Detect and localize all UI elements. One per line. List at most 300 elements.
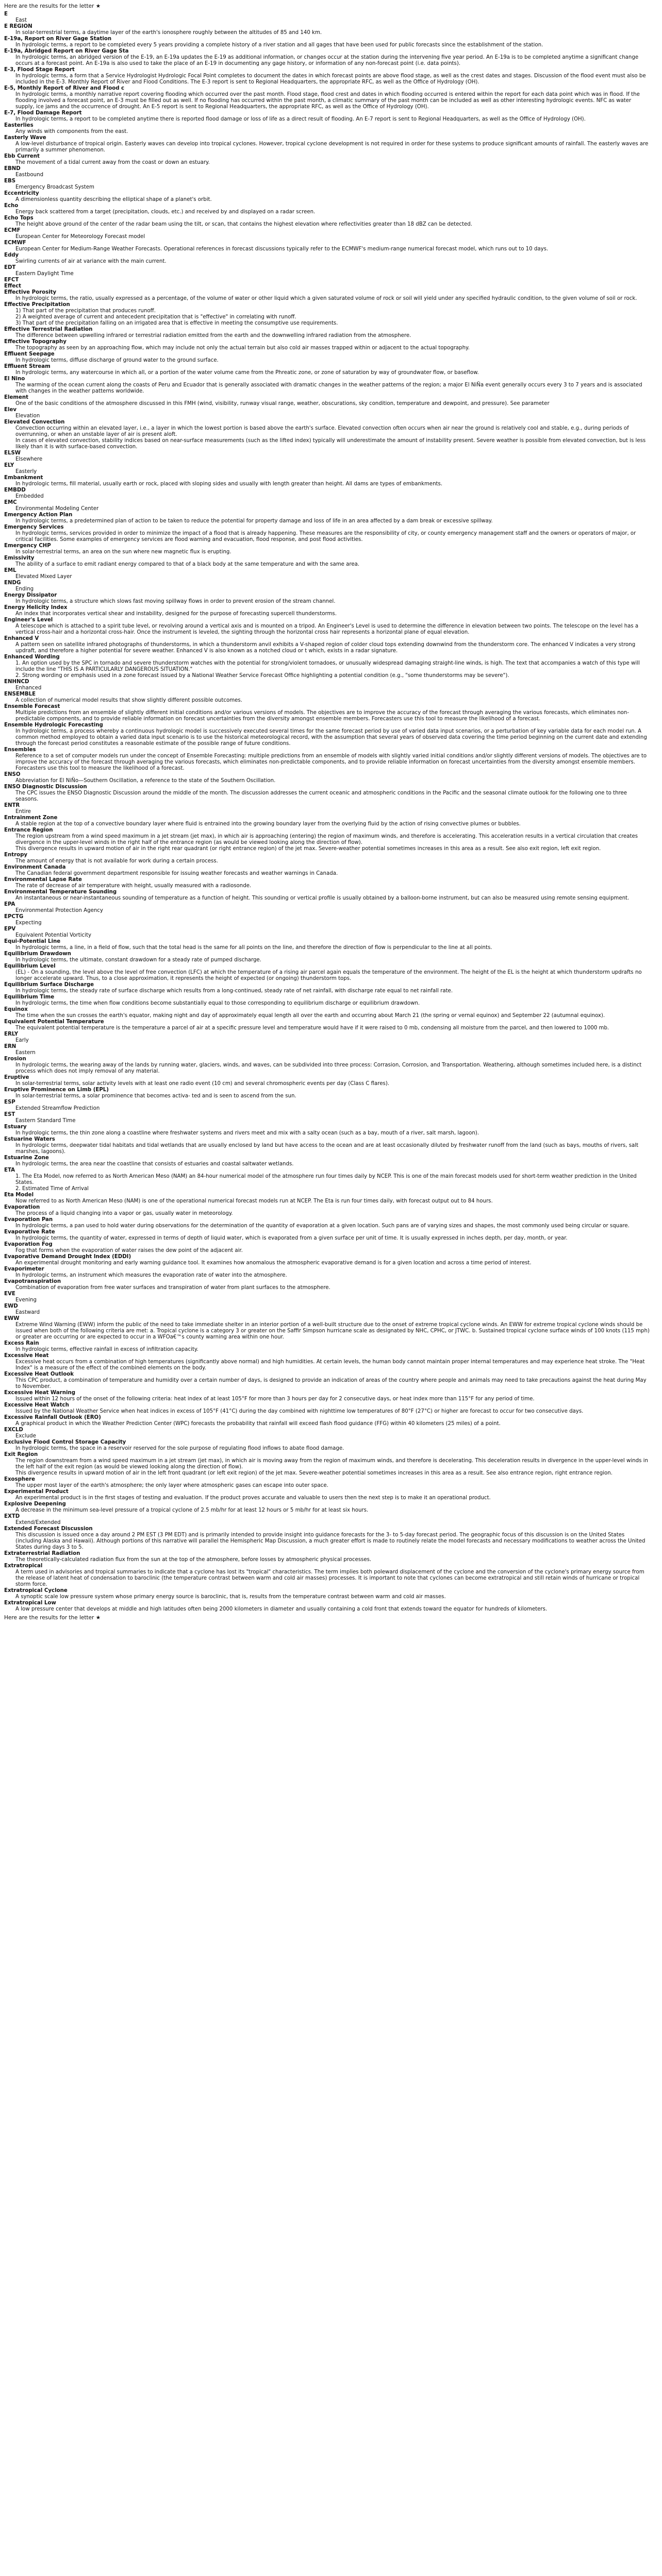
glossary-term: Eta Model — [4, 1192, 34, 1198]
glossary-term: Eccentricity — [4, 191, 39, 196]
glossary-entry — [4, 704, 650, 722]
glossary-entry — [4, 1112, 650, 1124]
glossary-entry — [4, 1316, 650, 1341]
glossary-definition: An instantaneous or near-instantaneous sounding of temperature as a function of height. This sounding or vertical profile is usually obtained by a balloon-borne instrument, but can also be measured using remote sensing equipment. — [15, 895, 630, 901]
glossary-definition: In hydrologic terms, a report to be completed every 5 years providing a complete history of a river station and all gages that have been used for public forecasts since the establishment of the station. — [15, 42, 543, 48]
glossary-entry — [4, 926, 650, 939]
glossary-term: Ensembles — [4, 747, 36, 753]
glossary-term: Excessive Heat — [4, 1353, 49, 1359]
glossary-term: EPV — [4, 926, 16, 932]
glossary-term: EPA — [4, 902, 15, 907]
glossary-entry — [4, 1266, 650, 1279]
glossary-definition: Multiple predictions from an ensemble of slightly different initial conditions and/or various versions of models. The objectives are to improve the accuracy of the forecast through averaging the various forecasts, which eliminates non-predictable components, and to provide reliable information on forecast uncertainties from the diversity amongst ensemble members. Forecasters use this tool to measure the likelihood of a forecast. — [15, 710, 630, 722]
glossary-entry — [4, 283, 650, 290]
glossary-entry — [4, 865, 650, 877]
glossary-entry — [4, 1075, 650, 1087]
glossary-entry — [4, 691, 650, 704]
glossary-term: Environmental Temperature Sounding — [4, 889, 117, 895]
glossary-entry — [4, 500, 650, 512]
glossary-definition: In solar-terrestrial terms, an area on the sun where new magnetic flux is erupting. — [15, 549, 231, 555]
glossary-definition: Swirling currents of air at variance with the main current. — [15, 259, 167, 264]
glossary-entry — [4, 1242, 650, 1254]
glossary-term: Energy Dissipator — [4, 592, 57, 598]
glossary-term: Effluent Stream — [4, 364, 51, 369]
glossary-term: Extratropical Low — [4, 1600, 56, 1606]
glossary-entry — [4, 1501, 650, 1514]
glossary-entry — [4, 265, 650, 277]
glossary-entry — [4, 36, 650, 48]
glossary-term: ELY — [4, 463, 14, 468]
glossary-term: Easterlies — [4, 123, 34, 128]
glossary-term: Experimental Product — [4, 1489, 69, 1495]
glossary-term: E-19a, Report on River Gage Station — [4, 36, 112, 42]
glossary-term: Evaporation Fog — [4, 1242, 53, 1247]
glossary-entry — [4, 1087, 650, 1099]
glossary-term: Emissivity — [4, 555, 35, 561]
glossary-term: Eruptive Prominence on Limb (EPL) — [4, 1087, 109, 1093]
glossary-definition: A dimensionless quantity describing the elliptical shape of a planet's orbit. — [15, 197, 212, 202]
glossary-definition: A telescope which is attached to a spirit tube level, or revolving around a vertical axis and is mounted on a tripod. An Engineer's Level is used to determine the difference in elevation between two points. The telescope on the level has a vertical cross-hair and a horizontal cross-hair. Once the instrument is leveled, the sighting through the horizontal cross hair represents a horizontal plane of equal elevation. — [15, 623, 639, 635]
glossary-term: Environment Canada — [4, 865, 66, 870]
glossary-entry — [4, 1402, 650, 1415]
glossary-entry — [4, 772, 650, 784]
glossary-entry — [4, 815, 650, 827]
glossary-definition: Easterly — [15, 469, 37, 474]
glossary-definition: Issued by the National Weather Service when heat indices in excess of 105°F (41°C) during the day combined with nighttime low temperatures of 80°F (27°C) or higher are forecast to occur for two consecutive days. — [15, 1409, 584, 1414]
glossary-entry — [4, 939, 650, 951]
glossary-definition: In hydrologic terms, the wearing away of the lands by running water, glaciers, winds, and waves, can be subdivided into three process: Corrasion, Corrosion, and Transportation. Weathering, although sometimes included here, is a distinct process which does not imply removal of any material. — [15, 1062, 642, 1074]
glossary-definition: Ending — [15, 586, 34, 592]
glossary-definition: This discussion is issued once a day around 2 PM EST (3 PM EDT) and is primarily intended to provide insight into guidance forecasts for the 3- to 5-day forecast period. The geographic focus of this discussion is on the United States (including Alaska and Hawaii). Although portions of this narrative will parallel the Hemispheric Map Discussion, a much greater effort is made to routinely relate the model forecasts and necessary modifications to weather across the United States during days 3 to 5. — [15, 1532, 646, 1550]
glossary-entry — [4, 877, 650, 889]
glossary-term: Equilibrium Time — [4, 994, 55, 1000]
glossary-definition: The movement of a tidal current away from the coast or down an estuary. — [15, 160, 210, 165]
glossary-definition: The difference between upwelling infrared or terrestrial radiation emitted from the earth and the downwelling infrared radiation from the atmosphere. — [15, 333, 411, 338]
glossary-definition: In hydrologic terms, the thin zone along a coastline where freshwater systems and rivers meet and mix with a salty ocean (such as a bay, mouth of a river, salt marsh, lagoon). — [15, 1130, 479, 1136]
glossary-entry — [4, 11, 650, 24]
glossary-term: E-19a, Abridged Report on River Gage Sta — [4, 48, 129, 54]
glossary-definition: Any winds with components from the east. — [15, 129, 128, 134]
glossary-definition: Emergency Broadcast System — [15, 184, 94, 190]
glossary-definition: The region upstream from a wind speed maximum in a jet stream (jet max), in which air is approaching (entering) the region of maximum winds, and therefore is accelerating. This acceleration results in a vertical circulation that creates divergence in the upper-level winds in the right half of the entrance region (as would be viewed looking along the direction of flow). — [15, 834, 638, 845]
glossary-term: Erosion — [4, 1056, 26, 1062]
results-footer: Here are the results for the letter ★ — [4, 1615, 101, 1621]
glossary-term: Equilibrium Surface Discharge — [4, 982, 94, 988]
glossary-term: EBS — [4, 178, 16, 184]
glossary-entry — [4, 803, 650, 815]
glossary-definition: This divergence results in upward motion of air in the left front quadrant (or left exit region) of the jet max. Severe-weather potential sometimes increases in this area as a result. See also entrance region, right entrance region. — [15, 1470, 613, 1476]
glossary-definition: In hydrologic terms, the space in a reservoir reserved for the sole purpose of regulating flood inflows to abate flood damage. — [15, 1446, 344, 1451]
glossary-entry — [4, 852, 650, 865]
glossary-entry — [4, 1526, 650, 1551]
glossary-entry — [4, 679, 650, 691]
glossary-term: Excessive Heat Watch — [4, 1402, 69, 1408]
glossary-definition: Combination of evaporation from free water surfaces and transpiration of water from plant surfaces to the atmosphere. — [15, 1285, 330, 1291]
glossary-term: Extratropical Cyclone — [4, 1588, 68, 1594]
glossary-definition: Elevated Mixed Layer — [15, 574, 72, 580]
glossary-term: Excess Rain — [4, 1341, 39, 1346]
glossary-entry — [4, 302, 650, 327]
glossary-entry — [4, 963, 650, 982]
glossary-definition: In hydrologic terms, a process whereby a continuous hydrologic model is successively executed several times for the same forecast period by use of varied data input scenarios, or a perturbation of key variable data for each model run. A common method employed to obtain a varied data input scenario is to use the historical meteorological record, with the assumption that several years of observed data covering the time period beginning on the current date and extending through the forecast period constitutes a reasonable estimate of the possible range of future conditions. — [15, 728, 647, 747]
glossary-definition: Expecting — [15, 920, 42, 926]
glossary-definition: In hydrologic terms, a form that a Service Hydrologist Hydrologic Focal Point completes to document the dates in which forecast points are above flood stage, as well as the crest dates and stages. Discussion of the flood event must also be included in the E-3. Monthly Report of River and Flood Conditions. The E-3 report is sent to Regional Headquarters, the appropriate RFC, as well as the Office of Hydrology (OH). — [15, 73, 646, 85]
glossary-definition: Equivalent Potential Vorticity — [15, 933, 91, 938]
glossary-entry — [4, 1439, 650, 1452]
glossary-term: Exosphere — [4, 1477, 35, 1482]
glossary-term: Emergency Services — [4, 524, 64, 530]
glossary-entry — [4, 543, 650, 555]
glossary-definition: In hydrologic terms, the time when flow conditions become substantially equal to those corresponding to equilibrium discharge or equilibrium drawdown. — [15, 1001, 420, 1006]
glossary-definition: In solar-terrestrial terms, a daytime layer of the earth's ionosphere roughly between the altitudes of 85 and 140 km. — [15, 30, 322, 36]
glossary-definition: Evening — [15, 1297, 37, 1303]
glossary-definition: The height above ground of the center of the radar beam using the tilt, or scan, that contains the highest elevation where reflectivities greater than 18 dBZ can be detected. — [15, 222, 472, 227]
glossary-term: Evaporation — [4, 1205, 40, 1210]
glossary-term: EST — [4, 1112, 15, 1117]
glossary-definition: In hydrologic terms, a report to be completed anytime there is reported flood damage or loss of life as a direct result of flooding. An E-7 report is sent to Regional Headquarters, as well as the Office of Hydrology (OH). — [15, 116, 586, 122]
glossary-definition: One of the basic conditions of the atmosphere discussed in this FMH (wind, visibility, runway visual range, weather, obscurations, sky condition, temperature and dewpoint, and pressure). See parameter — [15, 401, 550, 406]
glossary-entry — [4, 994, 650, 1007]
glossary-entry — [4, 1217, 650, 1229]
glossary-definition: An experimental product is in the first stages of testing and evaluation. If the product proves accurate and valuable to users then the next step is to make it an operational product. — [15, 1495, 491, 1501]
glossary-entry — [4, 1371, 650, 1390]
glossary-entry — [4, 86, 650, 110]
glossary-term: Echo Tops — [4, 215, 34, 221]
glossary-entry — [4, 463, 650, 475]
glossary-entry — [4, 1279, 650, 1291]
glossary-term: Estuarine Waters — [4, 1137, 55, 1142]
glossary-entry — [4, 1415, 650, 1427]
results-header: Here are the results for the letter ★ — [4, 3, 101, 9]
glossary-entry — [4, 568, 650, 580]
glossary-entry — [4, 327, 650, 339]
glossary-term: Easterly Wave — [4, 135, 46, 141]
glossary-entry — [4, 277, 650, 283]
glossary-definition: In hydrologic terms, effective rainfall in excess of infiltration capacity. — [15, 1347, 198, 1352]
glossary-definition: A synoptic scale low pressure system whose primary energy source is baroclinic, that is, results from the temperature contrast between warm and cold air masses. — [15, 1594, 446, 1600]
glossary-entry — [4, 191, 650, 203]
glossary-entry — [4, 48, 650, 67]
glossary-entry — [4, 135, 650, 154]
glossary-entry — [4, 747, 650, 772]
glossary-definition: 2. Estimated Time of Arrival — [15, 1186, 89, 1192]
glossary-entry — [4, 487, 650, 500]
glossary-term: Equivalent Potential Temperature — [4, 1019, 104, 1025]
glossary-definition: The process of a liquid changing into a vapor or gas, usually water in meteorology. — [15, 1211, 233, 1216]
glossary-term: Emergency CHP — [4, 543, 51, 549]
glossary-term: ENSO Diagnostic Discussion — [4, 784, 87, 790]
glossary-definition: 1. An option used by the SPC in tornado and severe thunderstorm watches with the potential for strong/violent tornadoes, or unusually widespread damaging straight-line winds, is high. The text that accompanies a watch of this type will include the line "THIS IS A PARTICULARLY DANGEROUS SITUATION." — [15, 660, 640, 672]
glossary-definition: In solar-terrestrial terms, a solar prominence that becomes activa- ted and is seen to ascend from the sun. — [15, 1093, 296, 1099]
glossary-term: Ensemble Forecast — [4, 704, 60, 709]
glossary-definition: (EL) - On a sounding, the level above the level of free convection (LFC) at which the temperature of a rising air parcel again equals the temperature of the environment. The height of the EL is the height at which thunderstorm updrafts no longer accelerate upward. Thus, to a close approximation, it represents the height of expected (or ongoing) thunderstorm tops. — [15, 970, 642, 981]
glossary-definition: The upper most layer of the earth's atmosphere; the only layer where atmospheric gases can escape into outer space. — [15, 1483, 328, 1488]
glossary-entry — [4, 364, 650, 376]
glossary-term: Equi-Potential Line — [4, 939, 61, 944]
glossary-entry — [4, 178, 650, 191]
glossary-term: Exit Region — [4, 1452, 38, 1458]
glossary-definition: East — [15, 18, 27, 23]
glossary-term: Entropy — [4, 852, 28, 858]
glossary-list — [4, 11, 650, 1613]
glossary-term: Ebb Current — [4, 154, 40, 159]
glossary-definition: Entire — [15, 809, 31, 815]
glossary-definition: 1. The Eta Model, now referred to as North American Meso (NAM) an 84-hour numerical model of the atmosphere run four times daily by NCEP. This is one of the main forecast models used for short-term weather prediction in the United States. — [15, 1174, 637, 1185]
glossary-definition: Eastern — [15, 1050, 36, 1056]
glossary-term: Elevated Convection — [4, 419, 65, 425]
glossary-definition: Eastward — [15, 1310, 40, 1315]
glossary-entry — [4, 1254, 650, 1266]
glossary-term: EMC — [4, 500, 17, 505]
glossary-term: EXCLD — [4, 1427, 23, 1433]
glossary-definition: Environmental Modeling Center — [15, 506, 99, 512]
glossary-entry — [4, 475, 650, 487]
glossary-term: Engineer's Level — [4, 617, 53, 623]
glossary-entry — [4, 617, 650, 636]
glossary-definition: 2) A weighted average of current and antecedent precipitation that is "effective" in correlating with runoff. — [15, 314, 296, 320]
glossary-definition: In cases of elevated convection, stability indices based on near-surface measurements (such as the lifted index) typically will underestimate the amount of instability present. Severe weather is possible from elevated convection, but is less likely than it is with surface-based convection. — [15, 438, 646, 450]
glossary-term: ENSEMBLE — [4, 691, 36, 697]
glossary-entry — [4, 580, 650, 592]
glossary-definition: Abbreviation for El NiÑo—Southern Oscillation, a reference to the state of the Southern Oscillation. — [15, 778, 276, 784]
glossary-definition: A graphical product in which the Weather Prediction Center (WPC) forecasts the probability that rainfall will exceed flash flood guidance (FFG) within 40 kilometers (25 miles) of a point. — [15, 1421, 501, 1427]
glossary-term: ENTR — [4, 803, 20, 808]
glossary-entry — [4, 902, 650, 914]
glossary-entry — [4, 889, 650, 902]
glossary-term: Estuarine Zone — [4, 1155, 49, 1161]
glossary-definition: Issued within 12 hours of the onset of the following criteria: heat index of at least 105°F for more than 3 hours per day for 2 consecutive days, or heat index more than 115°F for any period of time. — [15, 1396, 535, 1402]
glossary-term: EML — [4, 568, 16, 573]
glossary-definition: In hydrologic terms, an instrument which measures the evaporation rate of water into the atmosphere. — [15, 1273, 287, 1278]
glossary-term: Evapotranspiration — [4, 1279, 61, 1284]
glossary-definition: In hydrologic terms, a line, in a field of flow, such that the total head is the same for all points on the line, and therefore the direction of flow is perpendicular to the line at all points. — [15, 945, 492, 951]
glossary-definition: In hydrologic terms, the quantity of water, expressed in terms of depth of liquid water, which is evaporated from a given surface per unit of time. It is usually expressed in inches depth, per day, month, or year. — [15, 1235, 568, 1241]
glossary-term: EXTD — [4, 1514, 20, 1519]
glossary-entry — [4, 24, 650, 36]
glossary-entry — [4, 555, 650, 568]
glossary-term: Effective Precipitation — [4, 302, 70, 308]
glossary-definition: Extreme Wind Warning (EWW) inform the public of the need to take immediate shelter in an interior portion of a well-built structure due to the onset of extreme tropical cyclone winds. An EWW for extreme tropical cyclone winds should be issued when both of the following criteria are met: a. Tropical cyclone is a category 3 or greater on the Saffir Simpson hurricane scale as designated by NHC, CPHC, or JTWC. b. Sustained tropical cyclone surface winds of 100 knots (115 mph) or greater are occurring or are expected to occur in a WFOa€™s county warning area within one hour. — [15, 1322, 650, 1340]
glossary-term: Equinox — [4, 1007, 28, 1012]
glossary-definition: An index that incorporates vertical shear and instability, designed for the purpose of forecasting supercell thunderstorms. — [15, 611, 337, 617]
glossary-definition: In hydrologic terms, the steady rate of surface discharge which results from a long-continued, steady rate of net rainfall, with discharge rate equal to net rainfall rate. — [15, 988, 453, 994]
glossary-entry — [4, 67, 650, 86]
glossary-term: ESP — [4, 1099, 15, 1105]
glossary-term: EVE — [4, 1291, 15, 1297]
glossary-definition: In hydrologic terms, a monthly narrative report covering flooding which occurred over the past month. Flood stage, flood crest and dates in which flooding occurred is entered within the report for each data point which was in flood. If the flooding involved a forecast point, an E-3 must be filled out as well. If no flooding has occurred within the past month, a climatic summary of the past month can be included as well as other interesting hydrologic events. NFC as water supply, ice jams and the occurrence of drought. An E-5 report is sent to Regional Headquarters, the appropriate RFC, as well as the Office of Hydrology (OH). — [15, 92, 640, 110]
glossary-entry — [4, 1124, 650, 1137]
glossary-term: Energy Helicity Index — [4, 605, 68, 611]
glossary-definition: The CPC issues the ENSO Diagnostic Discussion around the middle of the month. The discussion addresses the current oceanic and atmospheric conditions in the Pacific and the seasonal climate outlook for the following one to three seasons. — [15, 790, 627, 802]
glossary-definition: In hydrologic terms, the ultimate, constant drawdown for a steady rate of pumped discharge. — [15, 957, 261, 963]
glossary-definition: The ability of a surface to emit radiant energy compared to that of a black body at the same temperature and with the same area. — [15, 562, 360, 567]
glossary-entry — [4, 592, 650, 605]
glossary-entry — [4, 1303, 650, 1316]
glossary-term: ERN — [4, 1044, 16, 1049]
glossary-entry — [4, 1600, 650, 1613]
glossary-term: Entrance Region — [4, 827, 53, 833]
glossary-term: E REGION — [4, 24, 32, 29]
glossary-entry — [4, 1031, 650, 1044]
glossary-definition: Enhanced — [15, 685, 42, 691]
glossary-definition: Excessive heat occurs from a combination of high temperatures (significantly above normal) and high humidities. At certain levels, the human body cannot maintain proper internal temperatures and may experience heat stroke. The "Heat Index" is a measure of the effect of the combined elements on the body. — [15, 1359, 645, 1371]
glossary-definition: European Center for Meteorology Forecast model — [15, 234, 145, 240]
glossary-entry — [4, 1099, 650, 1112]
glossary-term: Element — [4, 395, 29, 400]
glossary-term: Elev — [4, 407, 17, 413]
glossary-definition: The equivalent potential temperature is the temperature a parcel of air at a specific pressure level and temperature would have if it were raised to 0 mb, condensing all moisture from the parcel, and then lowered to 1000 mb. — [15, 1025, 609, 1031]
glossary-definition: 2. Strong wording or emphasis used in a zone forecast issued by a National Weather Service Forecast Office highlighting a potential condition (e.g., "some thunderstorms may be severe"). — [15, 673, 509, 679]
glossary-definition: 1) That part of the precipitation that produces runoff. — [15, 308, 156, 314]
glossary-definition: 3) That part of the precipitation falling on an irrigated area that is effective in meeting the consumptive use requirements. — [15, 320, 338, 326]
glossary-term: E-5, Monthly Report of River and Flood c — [4, 86, 125, 91]
glossary-definition: Exclude — [15, 1433, 36, 1439]
glossary-entry — [4, 1514, 650, 1526]
glossary-entry — [4, 1019, 650, 1031]
glossary-entry — [4, 215, 650, 228]
glossary-definition: In hydrologic terms, services provided in order to minimize the impact of a flood that is already happening. These measures are the responsibility of city, or county emergency management staff and the owners or operators of major, or critical facilities. Some examples of emergency services are flood warning and evacuation, flood response, and post flood activities. — [15, 531, 636, 543]
glossary-term: Excessive Heat Warning — [4, 1390, 75, 1396]
glossary-entry — [4, 827, 650, 852]
glossary-term: Eruptive — [4, 1075, 29, 1080]
glossary-entry — [4, 1588, 650, 1600]
glossary-definition: Embedded — [15, 494, 44, 499]
glossary-definition: In hydrologic terms, a structure which slows fast moving spillway flows in order to prevent erosion of the stream channel. — [15, 599, 336, 604]
glossary-term: Ensemble Hydrologic Forecasting — [4, 722, 103, 728]
glossary-term: E-3, Flood Stage Report — [4, 67, 75, 73]
glossary-entry — [4, 1341, 650, 1353]
glossary-entry — [4, 1291, 650, 1303]
glossary-term: Evaporimeter — [4, 1266, 44, 1272]
glossary-definition: The warming of the ocean current along the coasts of Peru and Ecuador that is generally associated with dramatic changes in the weather patterns of the region; a major El NiÑa event generally occurs every 3 to 7 years and is associated with changes in the weather patterns worldwide. — [15, 382, 642, 394]
glossary-entry — [4, 419, 650, 450]
glossary-definition: Elsewhere — [15, 456, 43, 462]
glossary-entry — [4, 1477, 650, 1489]
glossary-entry — [4, 654, 650, 679]
glossary-entry — [4, 784, 650, 803]
glossary-definition: In hydrologic terms, a predetermined plan of action to be taken to reduce the potential for property damage and loss of life in an area affected by a dam break or excessive spillway. — [15, 518, 493, 524]
glossary-definition: Eastern Daylight Time — [15, 271, 74, 277]
glossary-term: EBND — [4, 166, 21, 172]
glossary-entry — [4, 1155, 650, 1167]
glossary-definition: In hydrologic terms, a pan used to hold water during observations for the determination of the quantity of evaporation at a given location. Such pans are of varying sizes and shapes, the most commonly used being circular or square. — [15, 1223, 630, 1229]
glossary-entry — [4, 351, 650, 364]
glossary-entry — [4, 450, 650, 463]
glossary-term: Emergency Action Plan — [4, 512, 73, 518]
glossary-term: EDT — [4, 265, 16, 270]
glossary-entry — [4, 203, 650, 215]
glossary-entry — [4, 123, 650, 135]
glossary-term: EMBDD — [4, 487, 26, 493]
glossary-definition: Elevation — [15, 413, 40, 419]
glossary-entry — [4, 636, 650, 654]
glossary-definition: A pattern seen on satellite infrared photographs of thunderstorms, in which a thunderstorm anvil exhibits a V-shaped region of colder cloud tops extending downwind from the thunderstorm core. The enhanced V indicates a very strong updraft, and therefore a higher potential for severe weather. Enhanced V is also known as a notched cloud or t which, exists in a radar signature. — [15, 642, 636, 654]
glossary-term: ENDG — [4, 580, 21, 586]
glossary-term: Echo — [4, 203, 19, 209]
glossary-term: Evaporative Demand Drought Index (EDDI) — [4, 1254, 131, 1260]
glossary-entry — [4, 395, 650, 407]
glossary-entry — [4, 1044, 650, 1056]
glossary-definition: The region downstream from a wind speed maximum in a jet stream (jet max), in which air is moving away from the region of maximum winds, and therefore is decelerating. This deceleration results in divergence in the upper-level winds in the left half of the exit region (as would be viewed looking along the direction of flow). — [15, 1458, 648, 1470]
glossary-entry — [4, 524, 650, 543]
glossary-entry — [4, 1007, 650, 1019]
glossary-entry — [4, 154, 650, 166]
glossary-entry — [4, 339, 650, 351]
glossary-entry — [4, 512, 650, 524]
glossary-term: E-7, Flood Damage Report — [4, 110, 82, 116]
glossary-term: EWW — [4, 1316, 20, 1321]
glossary-entry — [4, 1192, 650, 1205]
glossary-definition: A low-level disturbance of tropical origin. Easterly waves can develop into tropical cyclones. However, tropical cyclone development is not required in order for these systems to produce significant amounts of rainfall. The easterly waves are primarily a summer phenomenon. — [15, 141, 649, 153]
glossary-term: Evaporation Pan — [4, 1217, 53, 1223]
glossary-entry — [4, 1229, 650, 1242]
glossary-definition: In hydrologic terms, any watercourse in which all, or a portion of the water volume came from the Phreatic zone, or zone of saturation by way of groundwater flow, or baseflow. — [15, 370, 479, 376]
glossary-term: ETA — [4, 1167, 15, 1173]
glossary-definition: Eastbound — [15, 172, 44, 178]
glossary-definition: The theoretically-calculated radiation flux from the sun at the top of the atmosphere, before losses by atmospheric physical processes. — [15, 1557, 372, 1563]
glossary-entry — [4, 407, 650, 419]
glossary-entry — [4, 1390, 650, 1402]
glossary-definition: In hydrologic terms, diffuse discharge of ground water to the ground surface. — [15, 358, 219, 363]
glossary-entry — [4, 376, 650, 395]
glossary-term: EWD — [4, 1303, 18, 1309]
glossary-term: Effective Terrestrial Radiation — [4, 327, 93, 332]
glossary-term: Entrainment Zone — [4, 815, 58, 821]
glossary-entry — [4, 290, 650, 302]
glossary-term: ENSO — [4, 772, 21, 777]
glossary-term: Effect — [4, 283, 22, 289]
glossary-term: Embankment — [4, 475, 43, 481]
glossary-definition: Fog that forms when the evaporation of water raises the dew point of the adjacent air. — [15, 1248, 243, 1253]
glossary-entry — [4, 914, 650, 926]
glossary-entry — [4, 605, 650, 617]
glossary-definition: Now referred to as North American Meso (NAM) is one of the operational numerical forecast models run at NCEP. The Eta is run four times daily, with forecast output out to 84 hours. — [15, 1198, 493, 1204]
glossary-definition: In solar-terrestrial terms, solar activity levels with at least one radio event (10 cm) and several chromospheric events per day (Class C flares). — [15, 1081, 390, 1087]
glossary-definition: A term used in advisories and tropical summaries to indicate that a cyclone has lost its "tropical" characteristics. The term implies both poleward displacement of the cyclone and the conversion of the cyclone's primary energy source from the release of latent heat of condensation to baroclinic (the temperature contrast between warm and cold air masses) processes. It is important to note that cyclones can become extratropical and still retain winds of hurricane or tropical storm force. — [15, 1569, 644, 1587]
glossary-term: Eddy — [4, 252, 19, 258]
glossary-definition: Extend/Extended — [15, 1520, 61, 1526]
glossary-definition: In hydrologic terms, the area near the coastline that consists of estuaries and coastal saltwater wetlands. — [15, 1161, 294, 1167]
glossary-term: Effluent Seepage — [4, 351, 55, 357]
glossary-entry — [4, 1427, 650, 1439]
glossary-term: Enhanced Wording — [4, 654, 60, 660]
glossary-term: Extraterrestrial Radiation — [4, 1551, 80, 1556]
glossary-entry — [4, 1137, 650, 1155]
glossary-definition: Environmental Protection Agency — [15, 908, 103, 913]
glossary-term: ELSW — [4, 450, 21, 456]
glossary-definition: European Center for Medium-Range Weather Forecasts. Operational references in forecast discussions typically refer to the ECMWF's medium-range numerical forecast model, which runs out to 10 days. — [15, 246, 549, 252]
glossary-term: Excessive Rainfall Outlook (ERO) — [4, 1415, 101, 1420]
glossary-term: Environmental Lapse Rate — [4, 877, 82, 883]
glossary-entry — [4, 1452, 650, 1477]
glossary-entry — [4, 240, 650, 252]
glossary-definition: Convection occurring within an elevated layer, i.e., a layer in which the lowest portion is based above the earth's surface. Elevated convection often occurs when air near the ground is relatively cool and stable, e.g., during periods of overrunning, or when an unstable layer of air is present aloft. — [15, 426, 629, 437]
glossary-entry — [4, 1563, 650, 1588]
glossary-term: Extended Forecast Discussion — [4, 1526, 93, 1532]
glossary-term: Effective Porosity — [4, 290, 57, 295]
glossary-definition: The amount of energy that is not available for work during a certain process. — [15, 858, 218, 864]
glossary-definition: The topography as seen by an approaching flow, which may include not only the actual terrain but also cold air masses trapped within or adjacent to the actual topography. — [15, 345, 470, 351]
glossary-definition: A low pressure center that develops at middle and high latitudes often being 2000 kilometers in diameter and usually containing a cold front that extends toward the equator for hundreds of kilometers. — [15, 1606, 548, 1612]
glossary-term: ECMWF — [4, 240, 26, 246]
glossary-definition: The rate of decrease of air temperature with height, usually measured with a radiosonde. — [15, 883, 252, 889]
glossary-term: El Nino — [4, 376, 25, 382]
glossary-entry — [4, 228, 650, 240]
glossary-definition: Reference to a set of computer models run under the concept of Ensemble Forecasting: multiple predictions from an ensemble of models with slightly varied initial conditions and/or slightly different versions of models. The objectives are to improve the accuracy of the forecast through averaging the various forecasts, which eliminates non-predictable components, and to provide reliable information on forecast uncertainties from the diversity amongst ensemble members. Forecasters use this tool to measure the likelihood of a forecast. — [15, 753, 647, 771]
glossary-definition: In hydrologic terms, an abridged version of the E-19, an E-19a updates the E-19 as additional information, or changes occur at the station during the intervening five year period. An E-19a is to be completed anytime a significant change occurs at a forecast point. An E-19a is also used to take the place of an E-19 in documenting any gage history, or information of any non-forecast point (i.e. data points). — [15, 55, 639, 66]
glossary-term: EFCT — [4, 277, 19, 283]
glossary-term: Estuary — [4, 1124, 27, 1130]
